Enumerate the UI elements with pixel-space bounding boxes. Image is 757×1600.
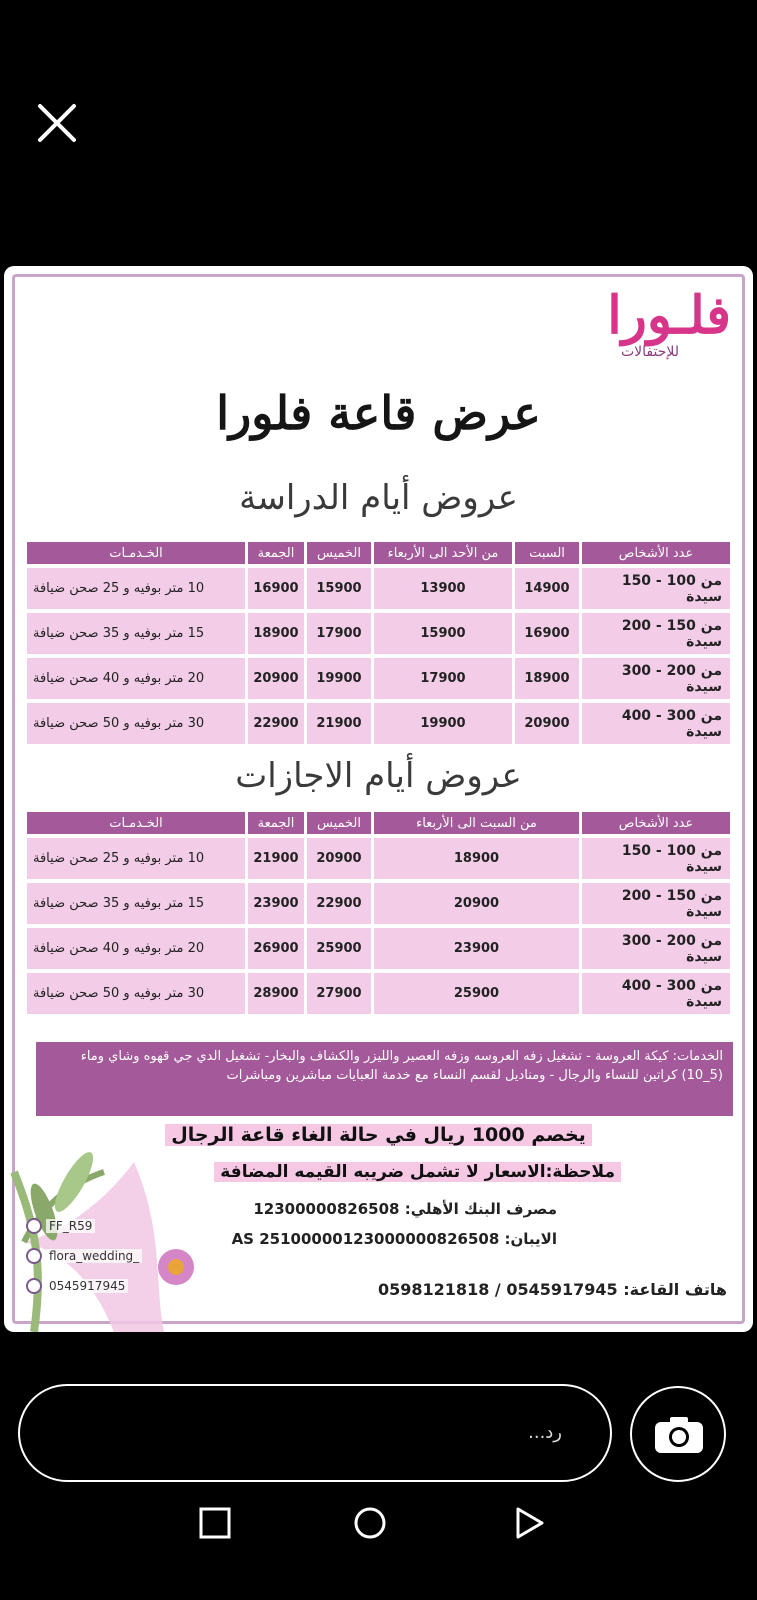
table-row — [27, 613, 730, 654]
persons-cell: من 300 - 400 سيدة — [582, 973, 730, 1014]
header-cell: من الأحد الى الأربعاء — [374, 542, 512, 564]
price-cell: 16900 — [515, 613, 579, 654]
header-cell: عدد الأشخاص — [582, 812, 730, 834]
services-cell: 15 متر بوفيه و 35 صحن ضيافة — [27, 883, 245, 924]
table-row — [27, 973, 730, 1014]
tax-note — [214, 1162, 621, 1182]
whatsapp-icon — [26, 1278, 42, 1294]
tax-note-text: ملاحظة:الاسعار لا تشمل ضريبه القيمه المضافة — [214, 1162, 621, 1182]
price-cell: 20900 — [515, 703, 579, 744]
services-cell: 30 متر بوفيه و 50 صحن ضيافة — [27, 703, 245, 744]
price-cell: 17900 — [374, 658, 512, 699]
services-cell: 10 متر بوفيه و 25 صحن ضيافة — [27, 838, 245, 879]
price-cell: 16900 — [248, 568, 304, 609]
snapchat-icon — [26, 1218, 42, 1234]
holidays-title: عروض أيام الاجازات — [235, 756, 522, 796]
price-cell: 23900 — [248, 883, 304, 924]
price-cell: 20900 — [248, 658, 304, 699]
reply-placeholder: رد... — [528, 1422, 562, 1443]
iban-number: الايبان: AS 25100000123000000826508 — [231, 1230, 557, 1248]
flower-decoration-icon — [4, 1142, 214, 1332]
services-cell: 10 متر بوفيه و 25 صحن ضيافة — [27, 568, 245, 609]
school-days-title: عروض أيام الدراسة — [239, 478, 518, 518]
snapchat-handle — [26, 1218, 95, 1234]
header-cell: الجمعة — [248, 542, 304, 564]
table-row — [27, 838, 730, 879]
flora-logo — [607, 285, 731, 360]
table-row — [27, 658, 730, 699]
price-cell: 27900 — [307, 973, 371, 1014]
header-cell: عدد الأشخاص — [582, 542, 730, 564]
camera-icon — [654, 1416, 704, 1454]
price-cell: 26900 — [248, 928, 304, 969]
home-icon[interactable] — [353, 1506, 387, 1540]
instagram-handle — [26, 1248, 142, 1264]
persons-cell: من 200 - 300 سيدة — [582, 658, 730, 699]
price-cell: 15900 — [374, 613, 512, 654]
table-row — [27, 568, 730, 609]
holidays-table — [24, 808, 733, 1018]
recent-apps-icon[interactable] — [198, 1506, 232, 1540]
header-cell: من السبت الى الأربعاء — [374, 812, 579, 834]
price-cell: 28900 — [248, 973, 304, 1014]
table-row — [27, 883, 730, 924]
price-cell: 20900 — [374, 883, 579, 924]
whatsapp-text: 0545917945 — [46, 1279, 128, 1293]
persons-cell: من 150 - 200 سيدة — [582, 613, 730, 654]
price-cell: 25900 — [307, 928, 371, 969]
camera-button[interactable] — [630, 1386, 726, 1482]
services-cell: 15 متر بوفيه و 35 صحن ضيافة — [27, 613, 245, 654]
price-cell: 18900 — [248, 613, 304, 654]
price-cell: 22900 — [307, 883, 371, 924]
price-cell: 22900 — [248, 703, 304, 744]
bank-account: مصرف البنك الأهلي: 12300000826508 — [253, 1200, 557, 1218]
school-days-table — [24, 538, 733, 748]
price-cell: 25900 — [374, 973, 579, 1014]
price-cell: 20900 — [307, 838, 371, 879]
persons-cell: من 200 - 300 سيدة — [582, 928, 730, 969]
price-cell: 18900 — [374, 838, 579, 879]
offer-image — [4, 266, 753, 1332]
hall-phone: هاتف القاعة: 0545917945 / 0598121818 — [378, 1280, 727, 1299]
back-icon[interactable] — [512, 1506, 546, 1540]
price-cell: 17900 — [307, 613, 371, 654]
services-cell: 30 متر بوفيه و 50 صحن ضيافة — [27, 973, 245, 1014]
price-cell: 14900 — [515, 568, 579, 609]
persons-cell: من 100 - 150 سيدة — [582, 838, 730, 879]
discount-text: يخصم 1000 ريال في حالة الغاء قاعة الرجال — [165, 1124, 592, 1146]
logo-text: فلـورا — [607, 285, 731, 346]
instagram-text: flora_wedding_ — [46, 1249, 142, 1263]
price-cell: 21900 — [307, 703, 371, 744]
table-header-row — [27, 542, 730, 564]
price-cell: 18900 — [515, 658, 579, 699]
header-cell: السبت — [515, 542, 579, 564]
offer-title: عرض قاعة فلورا — [216, 386, 541, 440]
header-cell: الخميس — [307, 812, 371, 834]
table-header-row — [27, 812, 730, 834]
persons-cell: من 150 - 200 سيدة — [582, 883, 730, 924]
persons-cell: من 100 - 150 سيدة — [582, 568, 730, 609]
price-cell: 13900 — [374, 568, 512, 609]
header-cell: الخـدمـات — [27, 812, 245, 834]
close-icon[interactable] — [34, 100, 80, 146]
logo-subtitle: للإحتفالات — [620, 344, 679, 360]
price-cell: 19900 — [374, 703, 512, 744]
services-cell: 20 متر بوفيه و 40 صحن ضيافة — [27, 928, 245, 969]
price-cell: 21900 — [248, 838, 304, 879]
header-cell: الجمعة — [248, 812, 304, 834]
price-cell: 15900 — [307, 568, 371, 609]
price-cell: 19900 — [307, 658, 371, 699]
services-description: الخدمات: كيكة العروسة - تشغيل زفه العروسه وزفه العصير والليزر والكشاف والبخار- تشغيل الدي جي قهوه وشاي وماء (5_10) كراتين للنساء والرجال - ومناديل لقسم النساء مع خدمة العبايات مباشرين ومباشرات — [36, 1042, 733, 1116]
price-cell: 23900 — [374, 928, 579, 969]
table-row — [27, 703, 730, 744]
persons-cell: من 300 - 400 سيدة — [582, 703, 730, 744]
header-cell: الخميس — [307, 542, 371, 564]
table-row — [27, 928, 730, 969]
reply-input[interactable] — [18, 1384, 612, 1482]
whatsapp-handle — [26, 1278, 128, 1294]
services-cell: 20 متر بوفيه و 40 صحن ضيافة — [27, 658, 245, 699]
header-cell: الخـدمـات — [27, 542, 245, 564]
snapchat-text: FF_R59 — [46, 1219, 95, 1233]
instagram-icon — [26, 1248, 42, 1264]
